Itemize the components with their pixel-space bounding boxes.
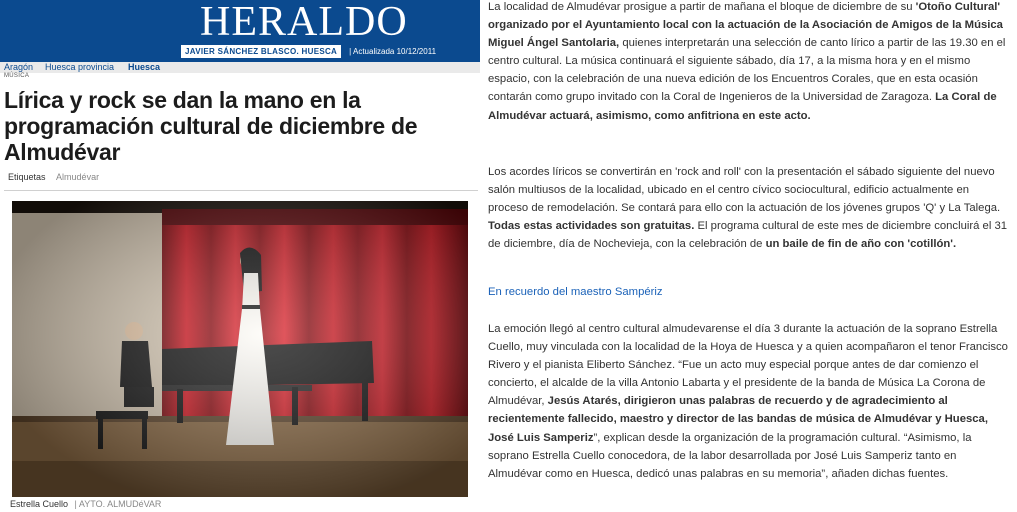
tag-link[interactable]: Almudévar [56, 172, 100, 182]
nav-item-aragon[interactable]: Aragón [4, 62, 34, 72]
breadcrumb-nav [0, 62, 480, 73]
paragraph-1: La localidad de Almudévar prosigue a partir de mañana el bloque de diciembre de su 'Otoño Cultural' organizado por el Ayuntamiento local con la actuación de la Asociación de Amigos de la Música Miguel Ángel Santolaria, quienes interpretarán una selección de canto lírico a partir de las 19.30 en el centro cultural. La música continuará el siguiente sábado, día 17, a la misma hora y en el mismo espacio, con la celebración de una nueva edición de los Encuentros Corales, que en esta ocasión contarán como grupo invitado con la Coral de Ingenieros de la Universidad de Zaragoza. La Coral de Almudévar actuará, asimismo, como anfitriona en este acto. [488, 1, 1006, 122]
article-title: Lírica y rock se dan la mano en la programación cultural de diciembre de Almudévar [4, 87, 418, 165]
photo-illustration [12, 201, 468, 497]
divider [4, 190, 478, 191]
left-column [0, 0, 480, 512]
masthead [0, 0, 480, 62]
photo-caption [10, 499, 161, 509]
tags-row [8, 172, 99, 182]
paragraph-2: Los acordes líricos se convertirán en 'rock and roll' con la presentación el sábado siguiente del nuevo salón multiusos de la localidad, ubicado en el centro cívico sociocultural, edificio actualmente en proceso de remodelación. Se contará para ello con la actuación de los jóvenes grupos 'Q' y La Talega. Todas estas actividades son gratuitas. El programa cultural de este mes de diciembre concluirá el 31 de diciembre, día de Nochevieja, con la celebración de un baile de fin de año con 'cotillón'. [488, 166, 1008, 251]
nav-item-huesca-provincia[interactable]: Huesca provincia [45, 62, 115, 72]
updated-date: | Actualizada 10/12/2011 [349, 47, 437, 56]
concert-photo [12, 201, 468, 497]
subheading-link[interactable]: En recuerdo del maestro Sampériz [488, 286, 663, 298]
byline [181, 44, 471, 59]
section-label[interactable]: MÚSICA [4, 73, 30, 79]
tags-label: Etiquetas [8, 172, 46, 182]
caption-text: Estrella Cuello [10, 499, 69, 509]
author-name: JAVIER SÁNCHEZ BLASCO. HUESCA [181, 45, 341, 58]
nav-item-huesca[interactable]: Huesca [128, 62, 161, 72]
photo-credit: | AYTO. ALMUDéVAR [74, 499, 162, 509]
site-logo[interactable]: HERALDO [200, 0, 408, 45]
paragraph-3: La emoción llegó al centro cultural almudevarense el día 3 durante la actuación de la soprano Estrella Cuello, muy vinculada con la localidad de la Hoya de Huesca y a quien acompañaron el tenor Francisco Rivero y el pianista Eliberto Sánchez. “Fue un acto muy especial porque antes de dar comienzo el concierto, el alcalde de la villa Antonio Labarta y el presidente de la banda de Música La Corona de Almudévar, Jesús Atarés, dirigieron unas palabras de recuerdo y de agradecimiento al recientemente fallecido, maestro y director de las bandas de música de Almudévar y Huesca, José Luis Samperiz”, explican desde la organización de la programación cultural. “Asimismo, la soprano Estrella Cuello conocedora, de la labor desarrollada por José Luis Samperiz tanto en Almudévar como en Huesca, dedicó unas palabras en su memoria”, añaden dichas fuentes. [488, 323, 1008, 480]
